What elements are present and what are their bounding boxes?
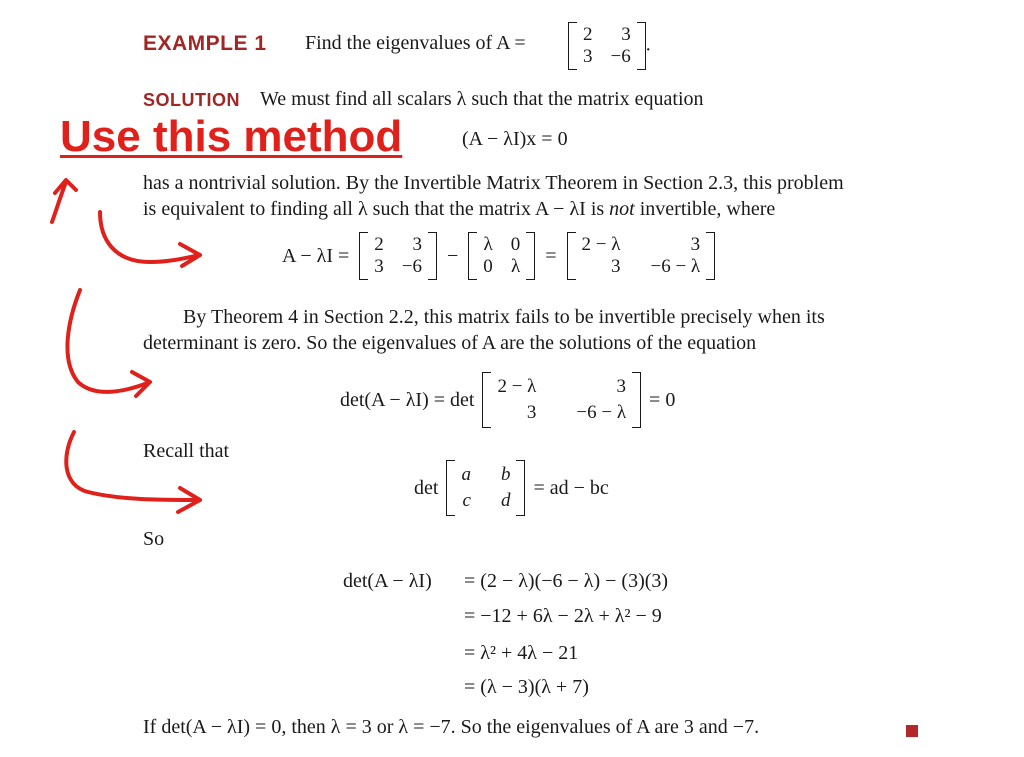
arrow-right-icon — [100, 212, 200, 266]
example-prompt: Find the eigenvalues of A = — [305, 32, 526, 54]
paragraph-line: By Theorem 4 in Section 2.2, this matrix fails to be invertible precisely when its — [183, 306, 825, 328]
paragraph-line: determinant is zero. So the eigenvalues of A are the solutions of the equation — [143, 332, 757, 354]
paragraph-line: has a nontrivial solution. By the Invertible Matrix Theorem in Section 2.3, this problem — [143, 172, 844, 194]
equation-lhs: A − λI = — [282, 244, 350, 267]
matrix-cell: −6 — [610, 46, 631, 67]
annotation-use-this-method: Use this method — [60, 112, 403, 161]
matrix-cell: 3 — [621, 24, 631, 45]
recall-text: Recall that — [143, 440, 230, 462]
arrow-up-icon — [52, 180, 76, 222]
equation-determinant-2x2: det a b c d = ad − bc — [414, 460, 609, 516]
equation-expansion-lhs: det(A − λI) — [343, 570, 432, 592]
equation-expansion-line: = −12 + 6λ − 2λ + λ² − 9 — [464, 605, 662, 627]
equation-expansion-line: = (λ − 3)(λ + 7) — [464, 676, 589, 698]
equation-homogeneous: (A − λI)x = 0 — [462, 128, 568, 150]
matrix-cell: 3 — [583, 46, 593, 67]
solution-text: We must find all scalars λ such that the matrix equation — [260, 88, 704, 110]
matrix-cell: 2 — [583, 24, 593, 45]
arrow-right-icon — [66, 432, 200, 512]
equation-expansion-line: = (2 − λ)(−6 − λ) − (3)(3) — [464, 570, 669, 592]
arrow-right-icon — [67, 290, 150, 396]
equation-characteristic: det(A − λI) = det 2 − λ 3 3 −6 − λ = 0 — [340, 372, 675, 428]
so-text: So — [143, 528, 165, 550]
example-label: EXAMPLE 1 — [143, 32, 267, 55]
equation-a-minus-lambda-i: A − λI = 2 3 3 −6 − λ 0 0 λ = 2 − λ 3 3 −6 − λ — [282, 232, 715, 280]
solution-label: SOLUTION — [143, 90, 240, 110]
paragraph-line: is equivalent to finding all λ such that the matrix A − λI is not invertible, where — [143, 198, 776, 220]
equation-expansion-line: = λ² + 4λ − 21 — [464, 642, 579, 664]
conclusion-text: If det(A − λI) = 0, then λ = 3 or λ = −7. So the eigenvalues of A are 3 and −7. — [143, 716, 760, 738]
example-matrix: 2 3 3 −6 . — [568, 22, 651, 70]
